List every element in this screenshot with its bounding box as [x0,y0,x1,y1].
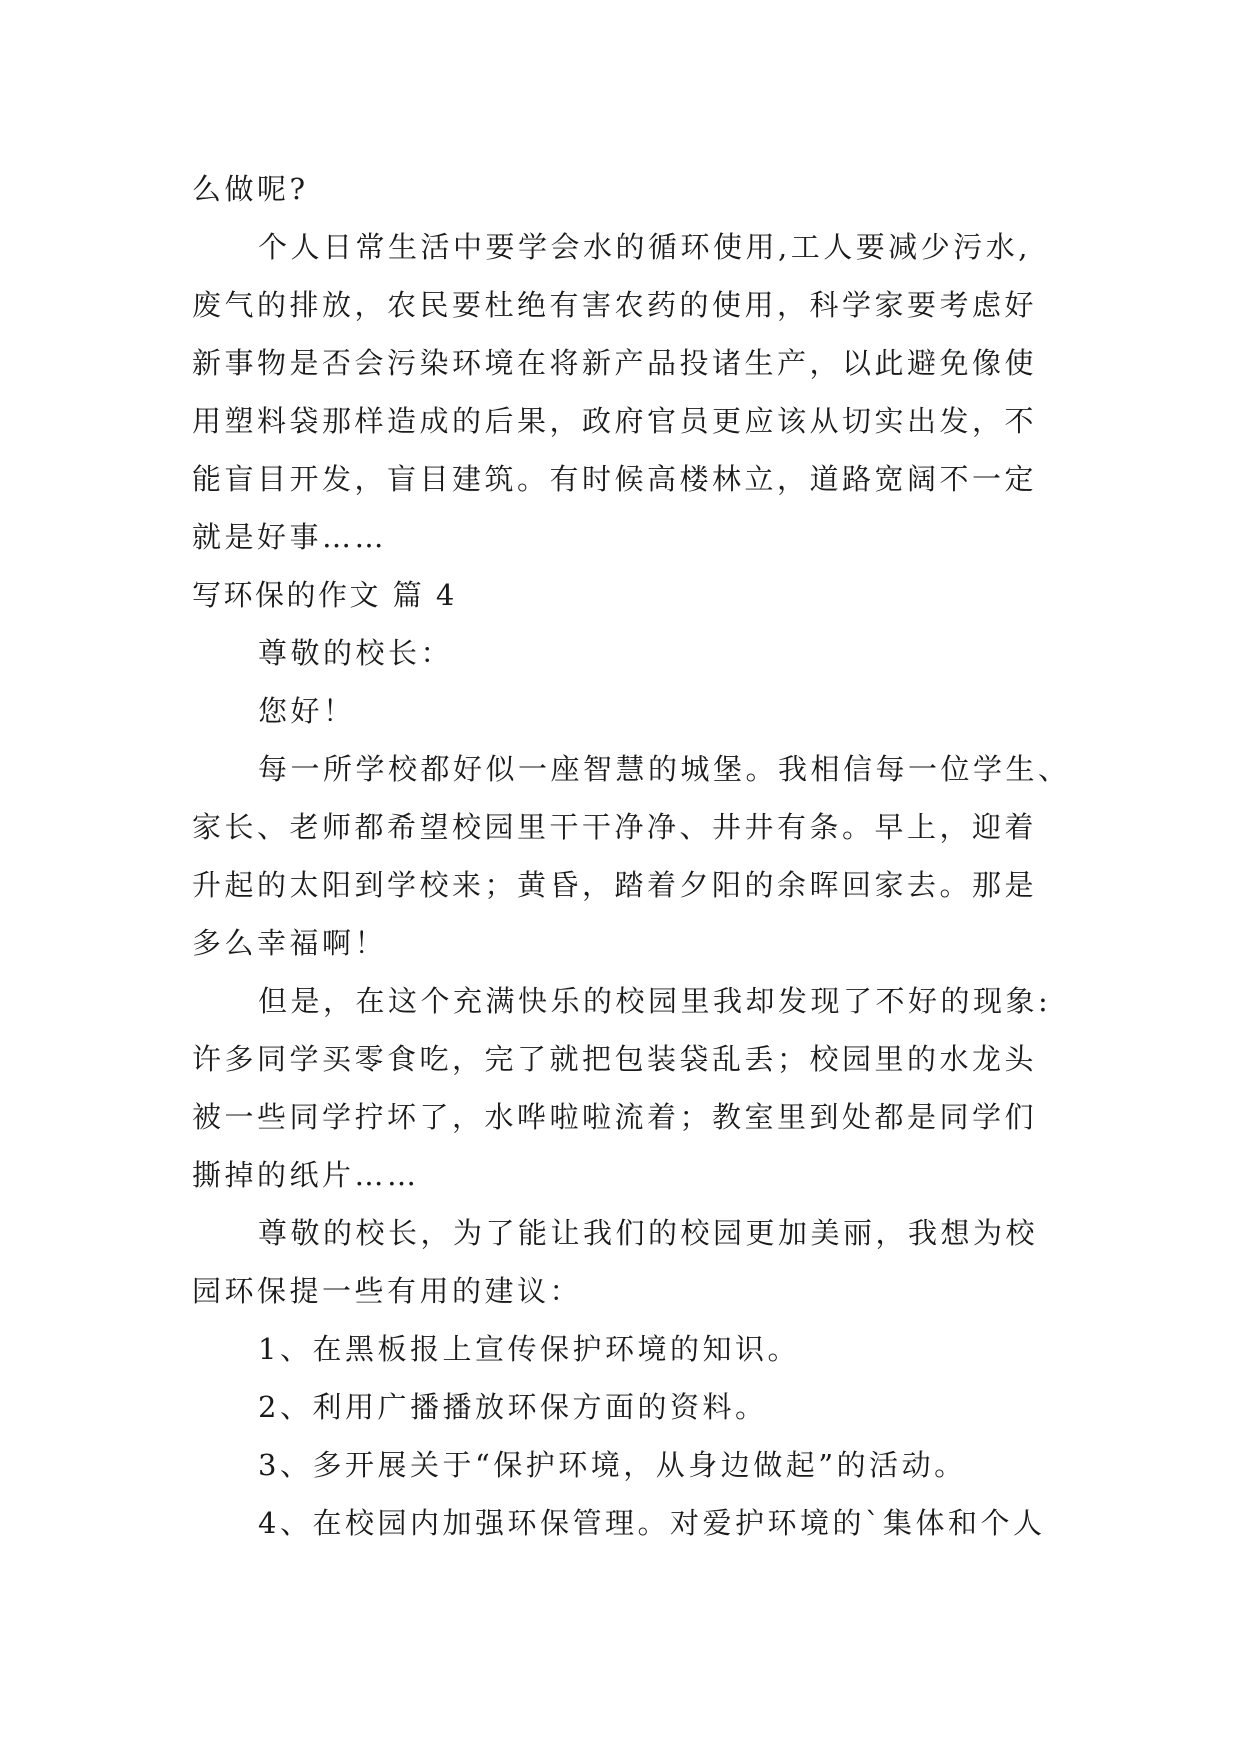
text-line-20: 园环保提一些有用的建议： [192,1274,583,1308]
section-heading: 写环保的作文 篇 4 [192,578,457,612]
document-body [192,160,1072,1552]
text-line-12: 家长、老师都希望校园里干干净净、井井有条。早上，迎着 [192,810,1038,844]
text-line-3: 废气的排放，农民要杜绝有害农药的使用，科学家要考虑好 [192,288,1038,322]
text-line-17: 被一些同学拧坏了，水哗啦啦流着；教室里到处都是同学们 [192,1100,1038,1134]
greeting: 您好！ [258,694,356,728]
list-item-3: 3、多开展关于“保护环境，从身边做起”的活动。 [258,1448,967,1482]
text-line-2: 个人日常生活中要学会水的循环使用,工人要减少污水, [258,230,1031,264]
text-line-6: 能盲目开发，盲目建筑。有时候高楼林立，道路宽阔不一定 [192,462,1038,496]
list-item-2: 2、利用广播播放环保方面的资料。 [258,1390,768,1424]
text-line-14: 多么幸福啊！ [192,926,388,960]
text-line-11: 每一所学校都好似一座智慧的城堡。我相信每一位学生、 [258,752,1071,786]
text-line-7: 就是好事…… [192,520,388,554]
text-line-1: 么做呢? [192,172,309,206]
text-line-16: 许多同学买零食吃，完了就把包装袋乱丢；校园里的水龙头 [192,1042,1038,1076]
salutation: 尊敬的校长： [258,636,454,670]
text-line-15: 但是，在这个充满快乐的校园里我却发现了不好的现象: [258,984,1052,1018]
list-item-1: 1、在黑板报上宣传保护环境的知识。 [258,1332,800,1366]
text-line-19: 尊敬的校长，为了能让我们的校园更加美丽，我想为校 [258,1216,1039,1250]
text-line-4: 新事物是否会污染环境在将新产品投诸生产，以此避免像使 [192,346,1038,380]
text-line-13: 升起的太阳到学校来；黄昏，踏着夕阳的余晖回家去。那是 [192,868,1038,902]
text-line-18: 撕掉的纸片…… [192,1158,420,1192]
text-line-5: 用塑料袋那样造成的后果，政府官员更应该从切实出发，不 [192,404,1038,438]
list-item-4: 4、在校园内加强环保管理。对爱护环境的`集体和个人 [258,1506,1046,1540]
